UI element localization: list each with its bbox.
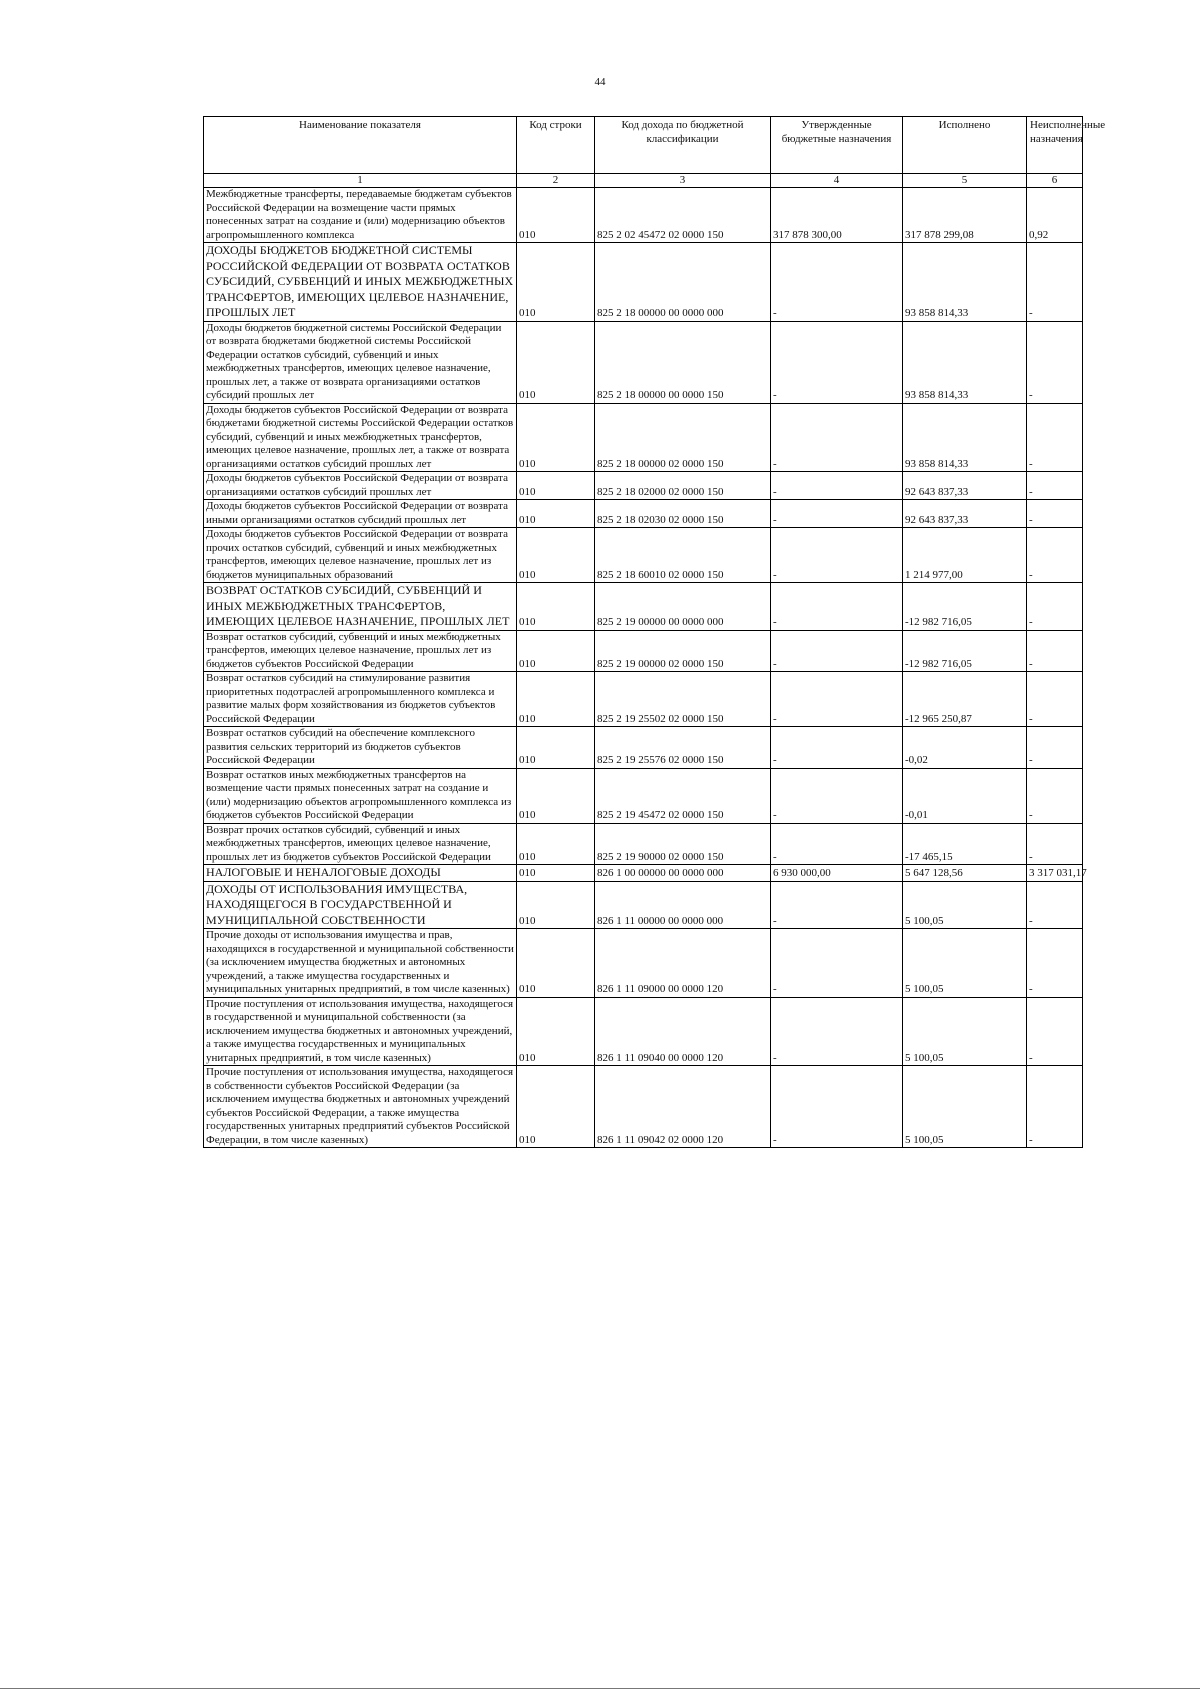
executed-amount-cell: -12 982 716,05: [903, 630, 1027, 672]
table-header-row: [204, 117, 1083, 174]
table-row: [204, 881, 1083, 929]
table-row: [204, 727, 1083, 769]
executed-amount-cell: -0,01: [903, 768, 1027, 823]
indicator-name-cell: Доходы бюджетов субъектов Российской Федерации от возврата прочих остатков субсидий, субвенций и иных межбюджетных трансфертов, имеющих целевое назначение, прошлых лет из бюджетов муниципальных образований: [204, 528, 517, 583]
column-number-row: [204, 174, 1083, 188]
indicator-name-cell: Возврат остатков субсидий на обеспечение комплексного развития сельских территорий из бюджетов субъектов Российской Федерации: [204, 727, 517, 769]
indicator-name-cell: Межбюджетные трансферты, передаваемые бюджетам субъектов Российской Федерации на возмещение части прямых понесенных затрат на создание и (или) модернизацию объектов агропромышленного комплекса: [204, 188, 517, 243]
table-row: [204, 997, 1083, 1066]
table-row: [204, 865, 1083, 882]
header-indicator-name: Наименование показателя: [204, 117, 517, 174]
unexecuted-amount-cell: 3 317 031,17: [1027, 865, 1083, 882]
executed-amount-cell: -17 465,15: [903, 823, 1027, 865]
approved-amount-cell: -: [771, 768, 903, 823]
table-row: [204, 528, 1083, 583]
column-number: 6: [1027, 174, 1083, 188]
unexecuted-amount-cell: -: [1027, 997, 1083, 1066]
line-code-cell: 010: [517, 727, 595, 769]
unexecuted-amount-cell: -: [1027, 500, 1083, 528]
indicator-name-cell: Возврат остатков субсидий, субвенций и иных межбюджетных трансфертов, имеющих целевое назначение, прошлых лет из бюджетов субъектов Российской Федерации: [204, 630, 517, 672]
approved-amount-cell: -: [771, 583, 903, 631]
approved-amount-cell: -: [771, 321, 903, 403]
line-code-cell: 010: [517, 997, 595, 1066]
executed-amount-cell: -12 965 250,87: [903, 672, 1027, 727]
executed-amount-cell: 5 100,05: [903, 1066, 1027, 1148]
approved-amount-cell: -: [771, 823, 903, 865]
approved-amount-cell: -: [771, 1066, 903, 1148]
income-code-cell: 826 1 11 09040 00 0000 120: [595, 997, 771, 1066]
approved-amount-cell: -: [771, 997, 903, 1066]
table-row: [204, 188, 1083, 243]
column-number: 4: [771, 174, 903, 188]
income-code-cell: 825 2 19 25576 02 0000 150: [595, 727, 771, 769]
unexecuted-amount-cell: -: [1027, 243, 1083, 322]
approved-amount-cell: 317 878 300,00: [771, 188, 903, 243]
unexecuted-amount-cell: -: [1027, 929, 1083, 998]
income-code-cell: 825 2 19 90000 02 0000 150: [595, 823, 771, 865]
income-code-cell: 825 2 18 60010 02 0000 150: [595, 528, 771, 583]
approved-amount-cell: -: [771, 630, 903, 672]
unexecuted-amount-cell: -: [1027, 727, 1083, 769]
line-code-cell: 010: [517, 188, 595, 243]
line-code-cell: 010: [517, 403, 595, 472]
table-row: [204, 500, 1083, 528]
unexecuted-amount-cell: -: [1027, 321, 1083, 403]
line-code-cell: 010: [517, 768, 595, 823]
table-row: [204, 472, 1083, 500]
approved-amount-cell: -: [771, 472, 903, 500]
approved-amount-cell: 6 930 000,00: [771, 865, 903, 882]
table-row: [204, 583, 1083, 631]
line-code-cell: 010: [517, 243, 595, 322]
indicator-name-cell: Возврат прочих остатков субсидий, субвенций и иных межбюджетных трансфертов, имеющих целевое назначение, прошлых лет из бюджетов субъектов Российской Федерации: [204, 823, 517, 865]
budget-report-table: [203, 116, 1106, 1148]
approved-amount-cell: -: [771, 243, 903, 322]
indicator-name-cell: Прочие поступления от использования имущества, находящегося в собственности субъектов Российской Федерации (за исключением имущества бюджетных и автономных учреждений субъектов Российской Федерации, а также имущества государственных унитарных предприятий субъектов Российской Федерации, в том числе казенных): [204, 1066, 517, 1148]
approved-amount-cell: -: [771, 881, 903, 929]
income-code-cell: 825 2 18 02000 02 0000 150: [595, 472, 771, 500]
header-line-code: Код строки: [517, 117, 595, 174]
line-code-cell: 010: [517, 881, 595, 929]
income-code-cell: 825 2 19 25502 02 0000 150: [595, 672, 771, 727]
income-code-cell: 825 2 18 00000 00 0000 150: [595, 321, 771, 403]
indicator-name-cell: Прочие поступления от использования имущества, находящегося в государственной и муниципальной собственности (за исключением имущества бюджетных и автономных учреждений, а также имущества государственных и муниципальных унитарных предприятий, в том числе казенных): [204, 997, 517, 1066]
executed-amount-cell: 92 643 837,33: [903, 472, 1027, 500]
unexecuted-amount-cell: -: [1027, 583, 1083, 631]
table-row: [204, 929, 1083, 998]
executed-amount-cell: 317 878 299,08: [903, 188, 1027, 243]
executed-amount-cell: 5 100,05: [903, 881, 1027, 929]
unexecuted-amount-cell: -: [1027, 528, 1083, 583]
indicator-name-cell: Возврат остатков субсидий на стимулирование развития приоритетных подотраслей агропромышленного комплекса и развитие малых форм хозяйствования из бюджетов субъектов Российской Федерации: [204, 672, 517, 727]
income-code-cell: 825 2 19 45472 02 0000 150: [595, 768, 771, 823]
income-code-cell: 826 1 00 00000 00 0000 000: [595, 865, 771, 882]
income-code-cell: 826 1 11 09042 02 0000 120: [595, 1066, 771, 1148]
header-approved: Утвержденные бюджетные назначения: [771, 117, 903, 174]
column-number: 2: [517, 174, 595, 188]
line-code-cell: 010: [517, 823, 595, 865]
table-row: [204, 243, 1083, 322]
table-row: [204, 321, 1083, 403]
line-code-cell: 010: [517, 472, 595, 500]
column-number: 5: [903, 174, 1027, 188]
unexecuted-amount-cell: -: [1027, 1066, 1083, 1148]
approved-amount-cell: -: [771, 672, 903, 727]
column-number: 1: [204, 174, 517, 188]
header-income-code: Код дохода по бюджетной классификации: [595, 117, 771, 174]
indicator-name-cell: Доходы бюджетов бюджетной системы Российской Федерации от возврата бюджетами бюджетной системы Российской Федерации остатков субсидий, субвенций и иных межбюджетных трансфертов, имеющих целевое назначение, прошлых лет, а также от возврата организациями остатков субсидий прошлых лет: [204, 321, 517, 403]
income-code-cell: 826 1 11 00000 00 0000 000: [595, 881, 771, 929]
indicator-name-cell: НАЛОГОВЫЕ И НЕНАЛОГОВЫЕ ДОХОДЫ: [204, 865, 517, 882]
page-number: 44: [594, 76, 606, 88]
executed-amount-cell: 1 214 977,00: [903, 528, 1027, 583]
income-code-cell: 825 2 19 00000 02 0000 150: [595, 630, 771, 672]
indicator-name-cell: Доходы бюджетов субъектов Российской Федерации от возврата организациями остатков субсидий прошлых лет: [204, 472, 517, 500]
indicator-name-cell: Доходы бюджетов субъектов Российской Федерации от возврата иными организациями остатков субсидий прошлых лет: [204, 500, 517, 528]
approved-amount-cell: -: [771, 500, 903, 528]
page-bottom-rule: [0, 1688, 1200, 1689]
line-code-cell: 010: [517, 500, 595, 528]
approved-amount-cell: -: [771, 929, 903, 998]
executed-amount-cell: 92 643 837,33: [903, 500, 1027, 528]
line-code-cell: 010: [517, 528, 595, 583]
table-row: [204, 768, 1083, 823]
table-row: [204, 403, 1083, 472]
executed-amount-cell: 93 858 814,33: [903, 243, 1027, 322]
unexecuted-amount-cell: -: [1027, 672, 1083, 727]
executed-amount-cell: 93 858 814,33: [903, 403, 1027, 472]
income-code-cell: 825 2 02 45472 02 0000 150: [595, 188, 771, 243]
unexecuted-amount-cell: -: [1027, 823, 1083, 865]
executed-amount-cell: 5 100,05: [903, 929, 1027, 998]
line-code-cell: 010: [517, 583, 595, 631]
header-executed: Исполнено: [903, 117, 1027, 174]
approved-amount-cell: -: [771, 727, 903, 769]
indicator-name-cell: Доходы бюджетов субъектов Российской Федерации от возврата бюджетами бюджетной системы Российской Федерации остатков субсидий, субвенций и иных межбюджетных трансфертов, имеющих целевое назначение, прошлых лет, а также от возврата организациями остатков субсидий прошлых лет: [204, 403, 517, 472]
unexecuted-amount-cell: -: [1027, 403, 1083, 472]
approved-amount-cell: -: [771, 528, 903, 583]
indicator-name-cell: ДОХОДЫ ОТ ИСПОЛЬЗОВАНИЯ ИМУЩЕСТВА, НАХОДЯЩЕГОСЯ В ГОСУДАРСТВЕННОЙ И МУНИЦИПАЛЬНОЙ СОБСТВЕННОСТИ: [204, 881, 517, 929]
income-code-cell: 825 2 18 02030 02 0000 150: [595, 500, 771, 528]
unexecuted-amount-cell: -: [1027, 630, 1083, 672]
approved-amount-cell: -: [771, 403, 903, 472]
line-code-cell: 010: [517, 1066, 595, 1148]
table-row: [204, 630, 1083, 672]
line-code-cell: 010: [517, 321, 595, 403]
line-code-cell: 010: [517, 672, 595, 727]
executed-amount-cell: -0,02: [903, 727, 1027, 769]
table-row: [204, 672, 1083, 727]
indicator-name-cell: ДОХОДЫ БЮДЖЕТОВ БЮДЖЕТНОЙ СИСТЕМЫ РОССИЙСКОЙ ФЕДЕРАЦИИ ОТ ВОЗВРАТА ОСТАТКОВ СУБСИДИЙ, СУБВЕНЦИЙ И ИНЫХ МЕЖБЮДЖЕТНЫХ ТРАНСФЕРТОВ, ИМЕЮЩИХ ЦЕЛЕВОЕ НАЗНАЧЕНИЕ, ПРОШЛЫХ ЛЕТ: [204, 243, 517, 322]
column-number: 3: [595, 174, 771, 188]
unexecuted-amount-cell: -: [1027, 768, 1083, 823]
income-code-cell: 825 2 19 00000 00 0000 000: [595, 583, 771, 631]
income-code-cell: 826 1 11 09000 00 0000 120: [595, 929, 771, 998]
indicator-name-cell: Возврат остатков иных межбюджетных трансфертов на возмещение части прямых понесенных затрат на создание и (или) модернизацию объектов агропромышленного комплекса из бюджетов субъектов Российской Федерации: [204, 768, 517, 823]
unexecuted-amount-cell: 0,92: [1027, 188, 1083, 243]
table-row: [204, 1066, 1083, 1148]
executed-amount-cell: 5 100,05: [903, 997, 1027, 1066]
executed-amount-cell: 5 647 128,56: [903, 865, 1027, 882]
executed-amount-cell: 93 858 814,33: [903, 321, 1027, 403]
income-code-cell: 825 2 18 00000 00 0000 000: [595, 243, 771, 322]
indicator-name-cell: ВОЗВРАТ ОСТАТКОВ СУБСИДИЙ, СУБВЕНЦИЙ И ИНЫХ МЕЖБЮДЖЕТНЫХ ТРАНСФЕРТОВ, ИМЕЮЩИХ ЦЕЛЕВОЕ НАЗНАЧЕНИЕ, ПРОШЛЫХ ЛЕТ: [204, 583, 517, 631]
indicator-name-cell: Прочие доходы от использования имущества и прав, находящихся в государственной и муниципальной собственности (за исключением имущества бюджетных и автономных учреждений, а также имущества государственных и муниципальных унитарных предприятий, в том числе казенных): [204, 929, 517, 998]
line-code-cell: 010: [517, 630, 595, 672]
header-unexecuted: Неисполненные назначения: [1027, 117, 1083, 174]
line-code-cell: 010: [517, 865, 595, 882]
unexecuted-amount-cell: -: [1027, 472, 1083, 500]
table-body: [204, 188, 1087, 1148]
executed-amount-cell: -12 982 716,05: [903, 583, 1027, 631]
table-row: [204, 823, 1083, 865]
line-code-cell: 010: [517, 929, 595, 998]
income-code-cell: 825 2 18 00000 02 0000 150: [595, 403, 771, 472]
unexecuted-amount-cell: -: [1027, 881, 1083, 929]
